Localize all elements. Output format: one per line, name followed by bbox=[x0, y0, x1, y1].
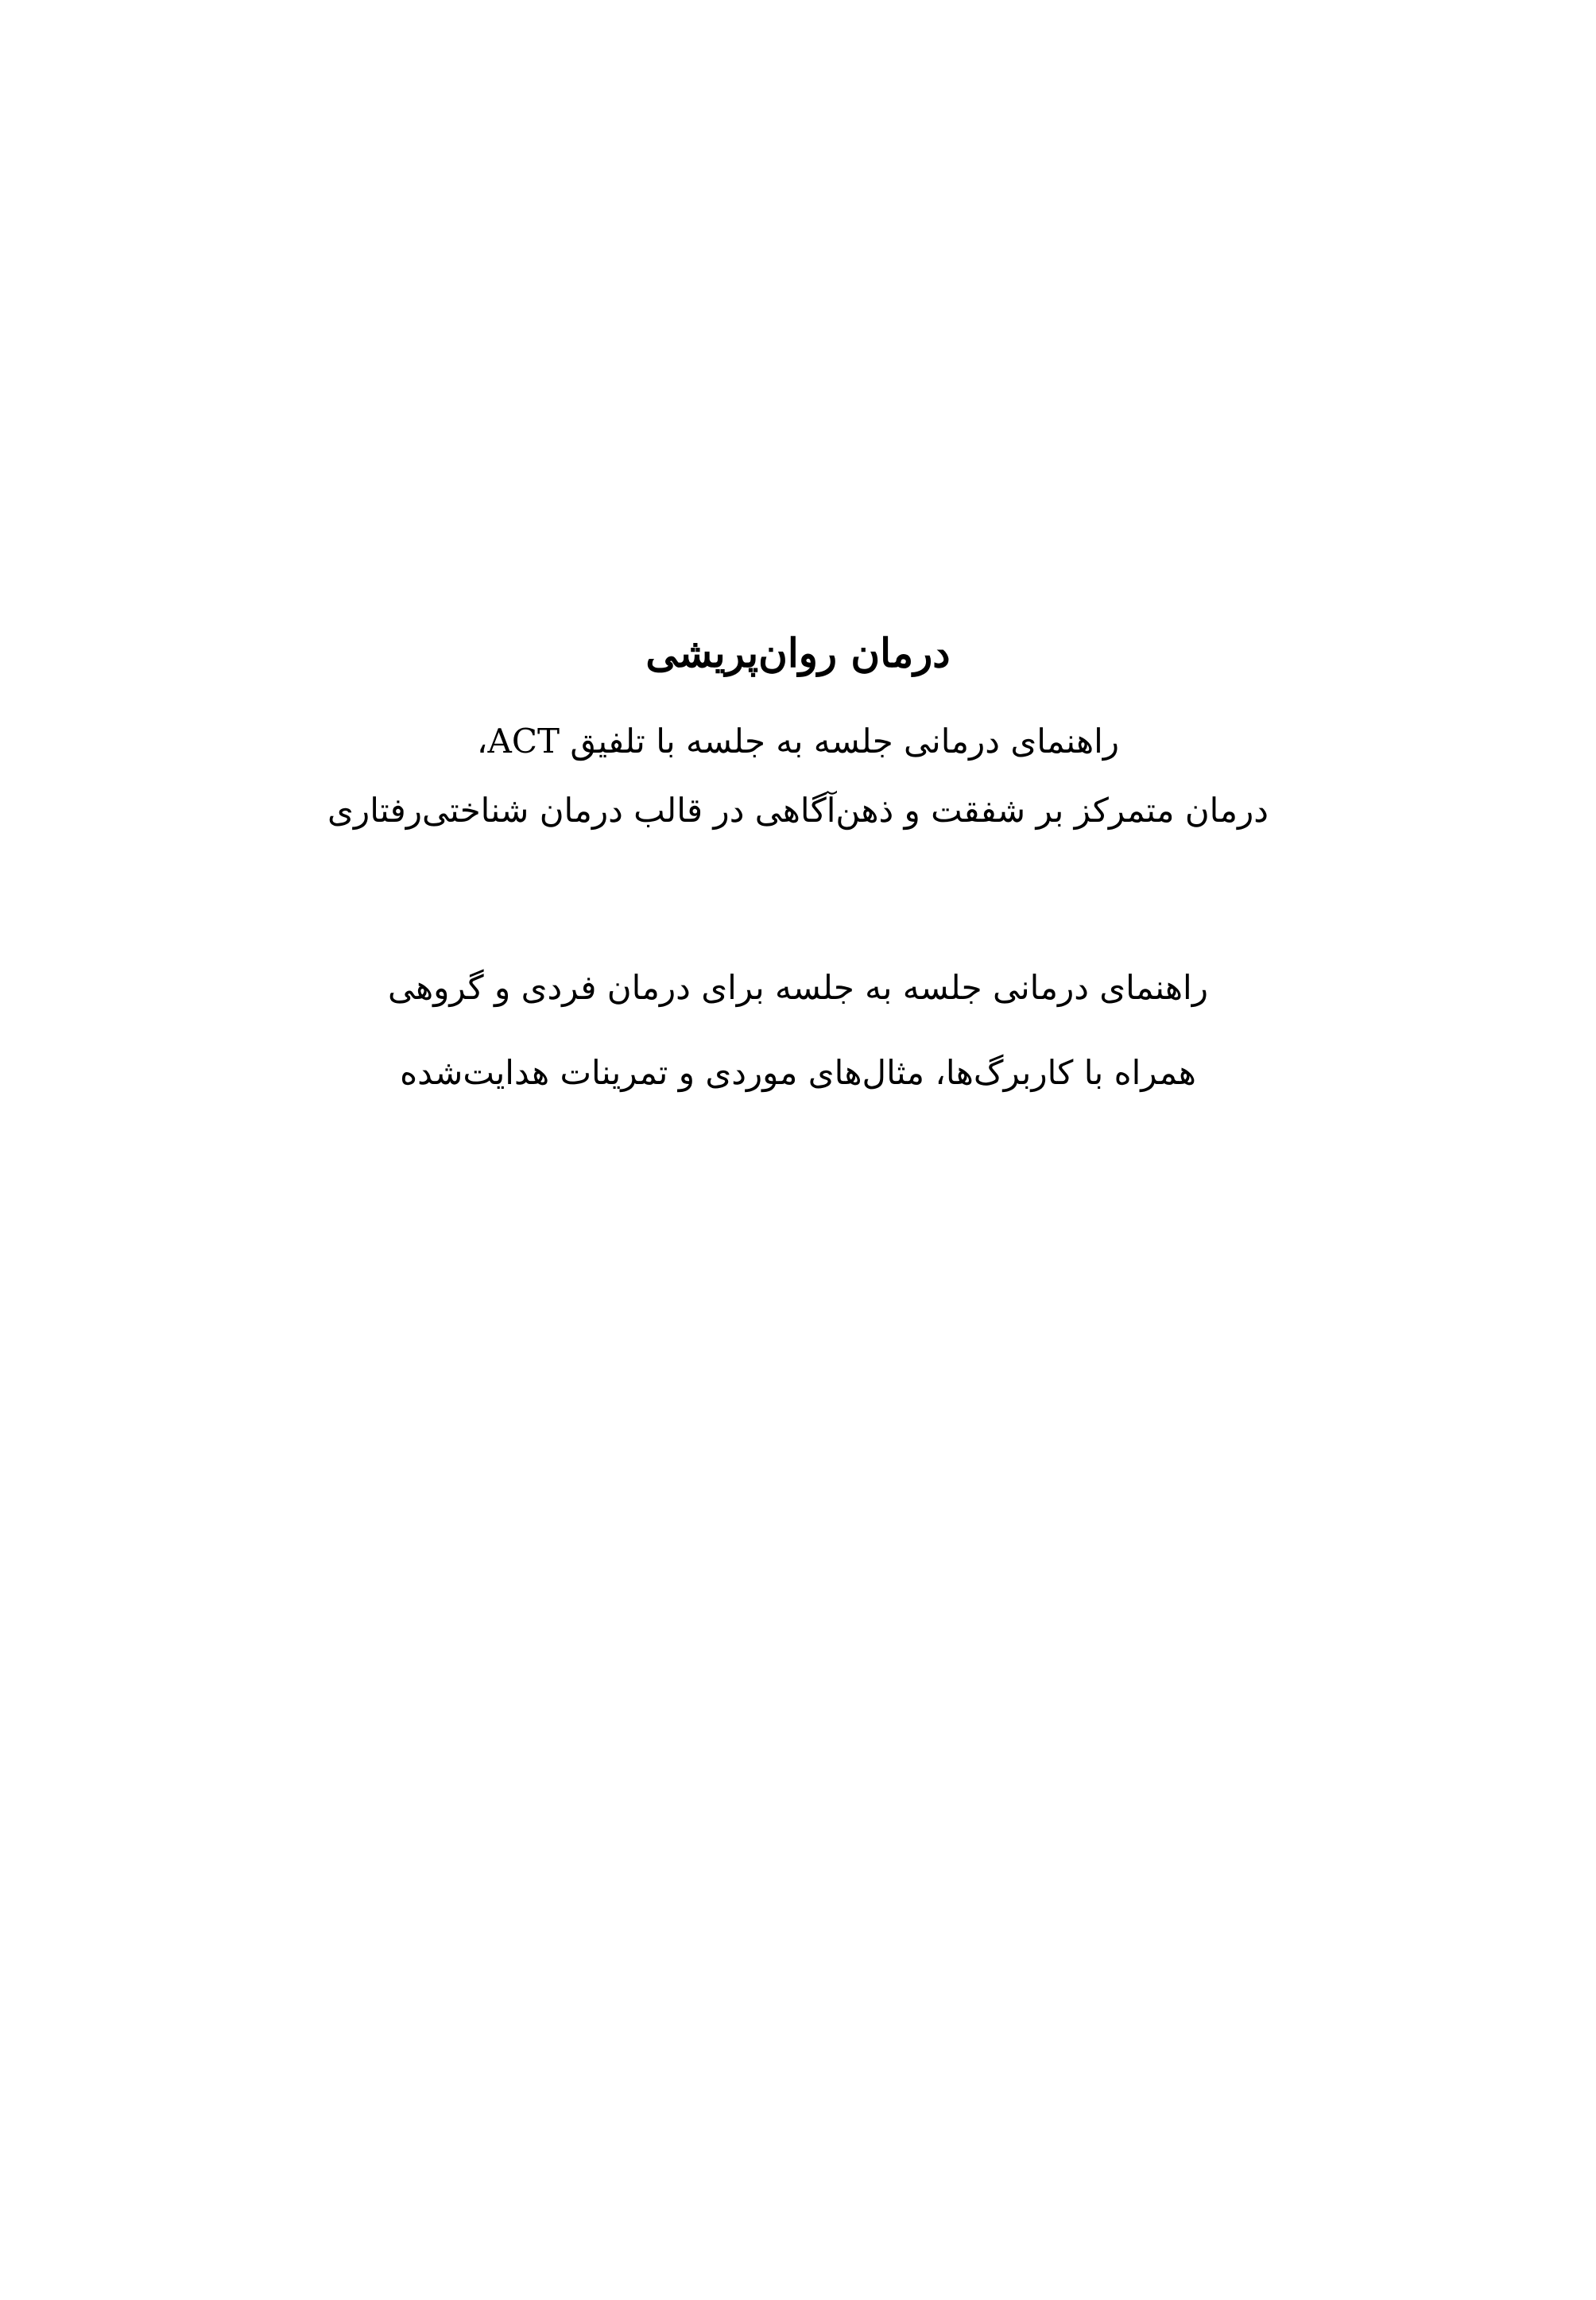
subtitle-line-1: راهنمای درمانی جلسه به جلسه با تلفیق ACT، bbox=[476, 722, 1120, 761]
description-line-1: راهنمای درمانی جلسه به جلسه برای درمان فردی و گروهی bbox=[387, 968, 1208, 1007]
book-title: درمان روان‌پریشی bbox=[645, 629, 951, 676]
description-line-2: همراه با کاربرگ‌ها، مثال‌های موردی و تمرینات هدایت‌شده bbox=[400, 1053, 1196, 1092]
subtitle-line-2: درمان متمرکز بر شفقت و ذهن‌آگاهی در قالب درمان شناختی‌رفتاری bbox=[327, 791, 1269, 830]
